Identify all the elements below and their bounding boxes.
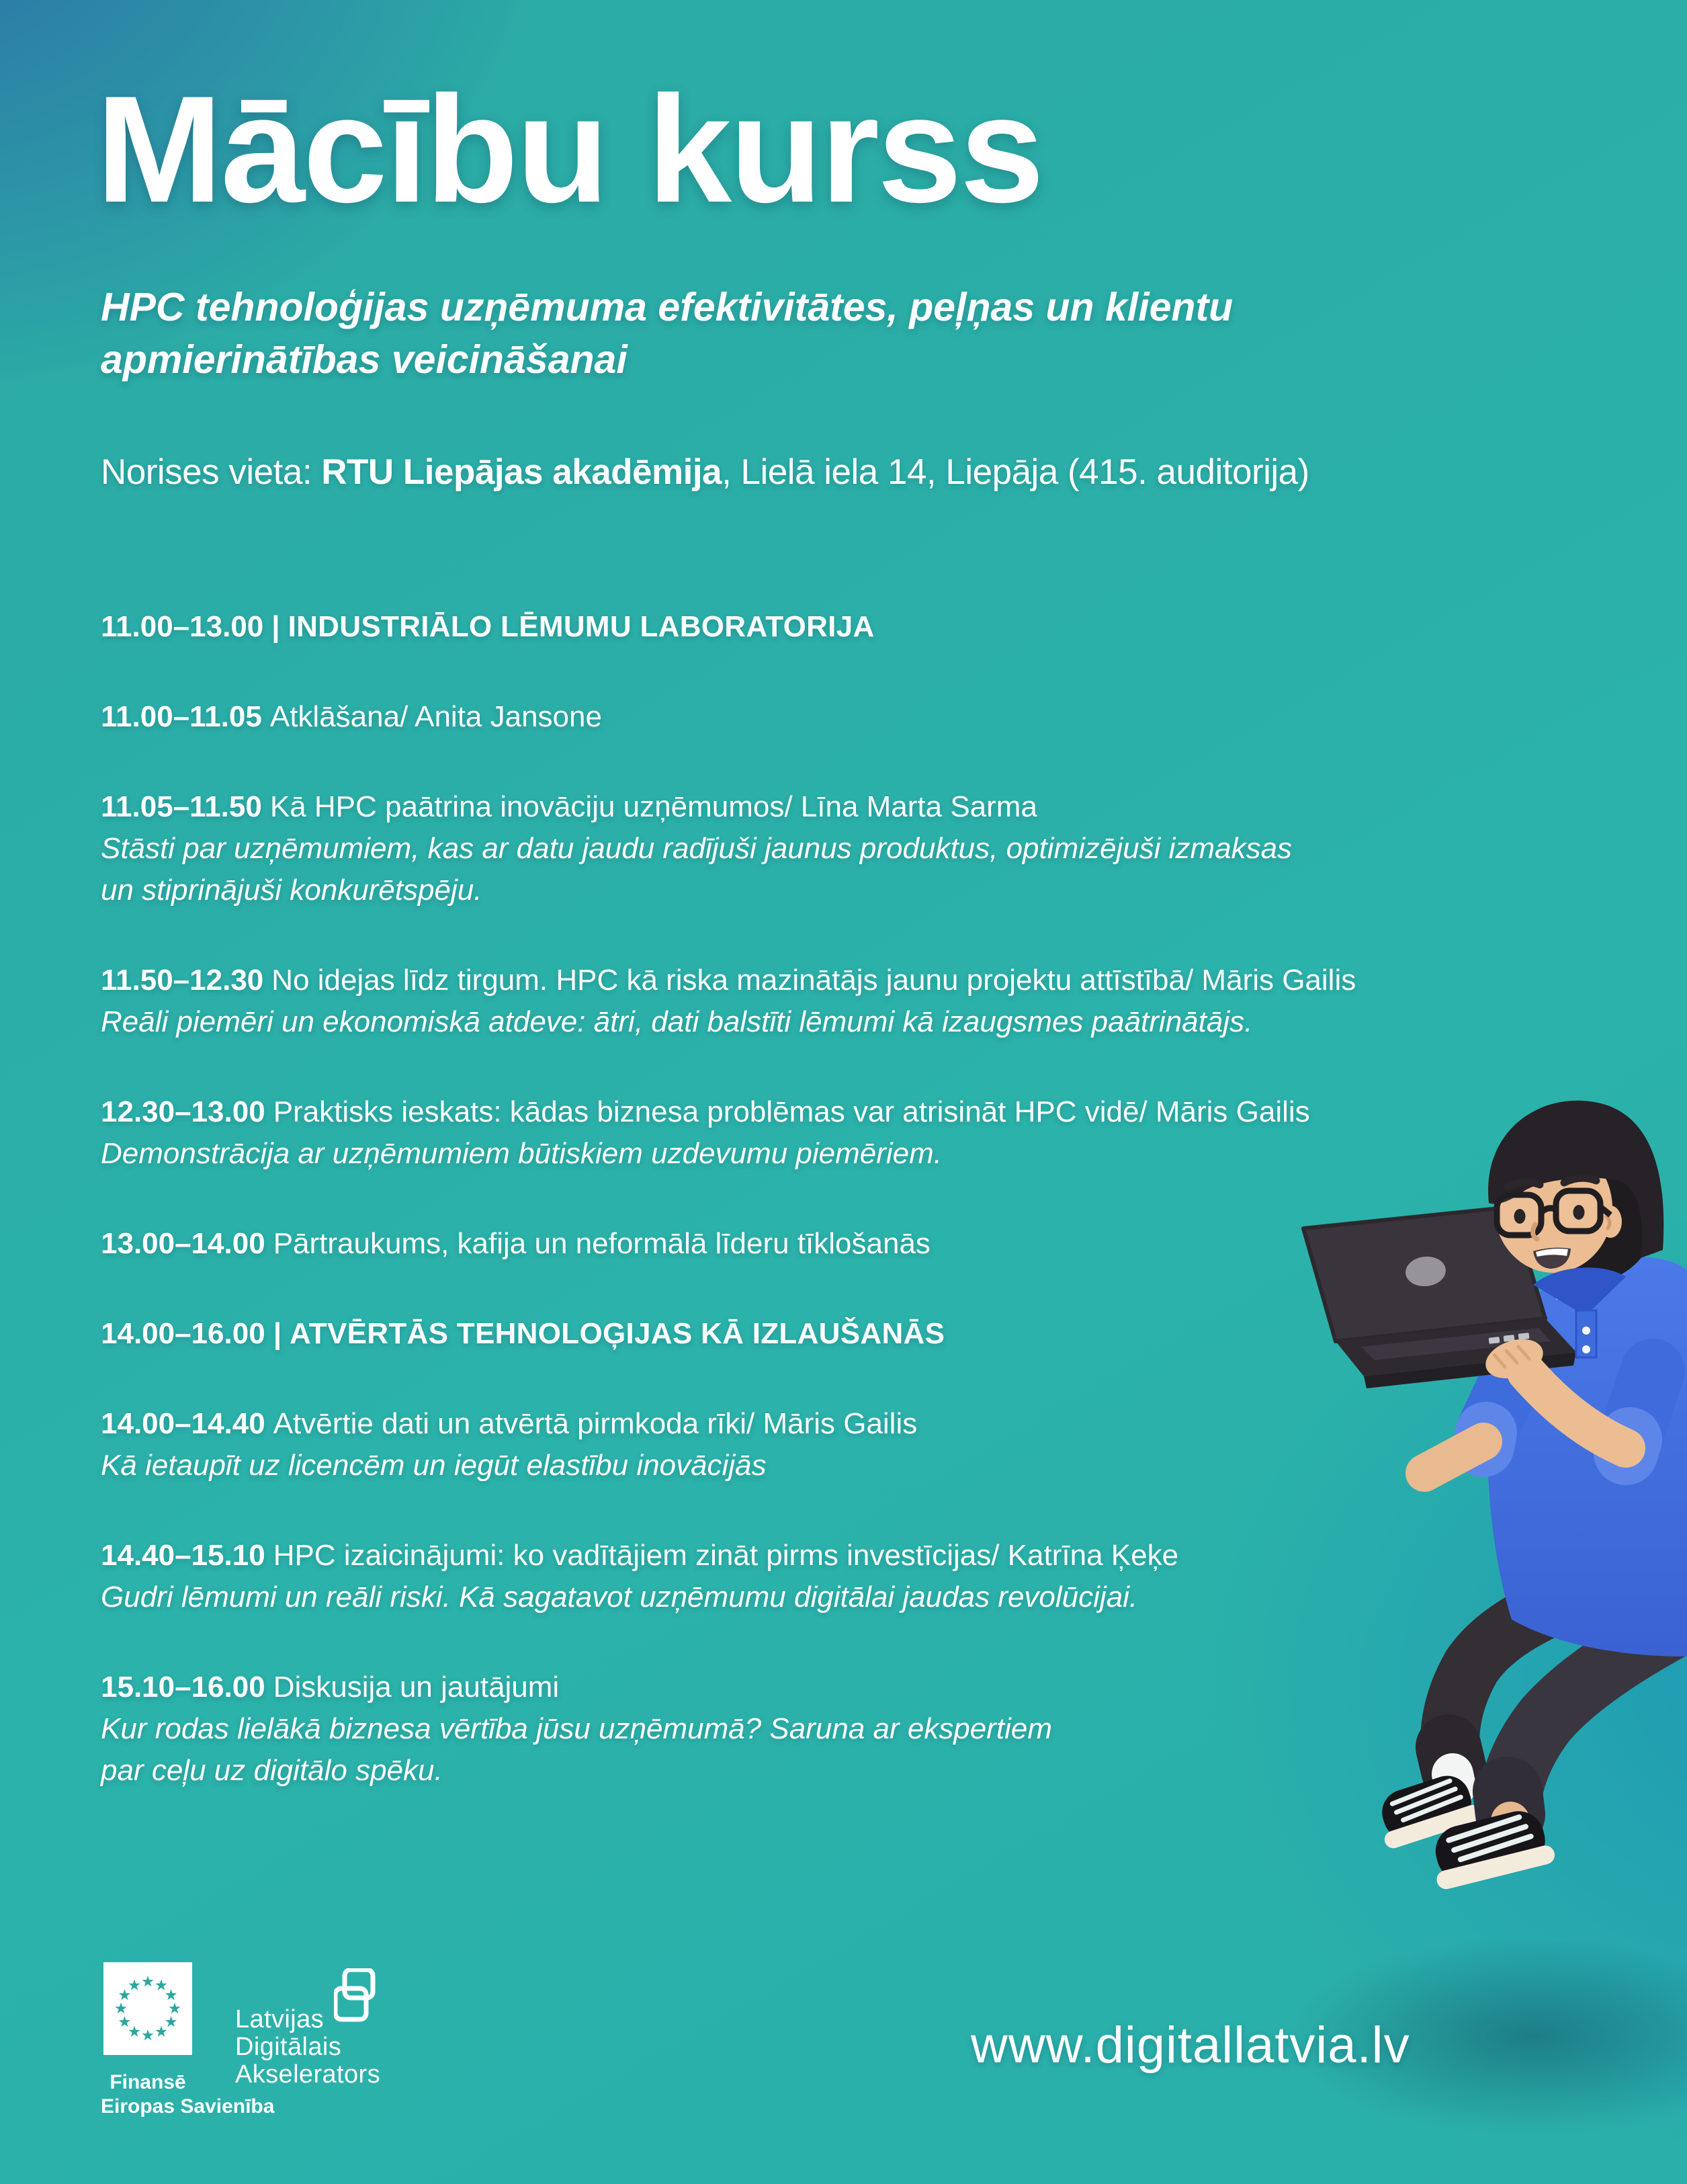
schedule-time: 15.10–16.00 — [101, 1671, 265, 1704]
schedule-note-line: par ceļu uz digitālo spēku. — [101, 1754, 443, 1787]
schedule-notes — [101, 828, 1676, 911]
eu-flag-icon — [103, 1962, 192, 2055]
schedule-title: Atklāšana/ Anita Jansone — [269, 700, 602, 733]
eye-left — [1514, 1209, 1526, 1224]
overlapping-frames-icon — [334, 1968, 376, 2033]
schedule-time: 11.00–13.00 — [101, 610, 264, 643]
schedule-time: 11.00–11.05 — [101, 700, 262, 733]
lda-line-2: Digitālais — [235, 2033, 342, 2061]
schedule-separator: | — [273, 1317, 282, 1350]
schedule-separator: | — [271, 610, 280, 643]
page-title: Mācību kurss — [96, 64, 1043, 234]
schedule-title: HPC izaicinājumi: ko vadītājiem zināt pirms investīcijas/ Katrīna Ķeķe — [273, 1539, 1179, 1572]
schedule-note-line: Reāli piemēri un ekonomiskā atdeve: ātri, dati balstīti lēmumi kā izaugsmes paātrinātājs. — [101, 1005, 1253, 1038]
schedule-title: Kā HPC paātrina inovāciju uzņēmumos/ Līna Marta Sarma — [269, 790, 1037, 823]
schedule-time: 14.00–14.40 — [101, 1407, 265, 1440]
schedule-entry — [101, 786, 1676, 911]
schedule-time: 11.50–12.30 — [101, 964, 264, 997]
schedule-note-line: un stiprinājuši konkurētspēju. — [101, 874, 482, 907]
eu-funding-line-2: Eiropas Savienība — [101, 2095, 275, 2117]
left-arm — [1424, 1364, 1518, 1473]
schedule-time: 11.05–11.50 — [101, 790, 262, 823]
lda-line-1: Latvijas — [235, 2005, 325, 2033]
schedule-entry-line — [101, 696, 1676, 738]
subtitle-line-1: HPC tehnoloģijas uzņēmuma efektivitātes, peļņas un klientu — [101, 285, 1234, 329]
schedule-entry-line — [101, 786, 1676, 828]
eu-funding-text — [101, 2070, 275, 2119]
schedule-title: Atvērtie dati un atvērtā pirmkoda rīki/ Māris Gailis — [273, 1407, 918, 1440]
schedule-note-line: Stāsti par uzņēmumiem, kas ar datu jaudu radījuši jaunus produktus, optimizējuši izmaksas — [101, 832, 1293, 865]
schedule-title: ATVĒRTĀS TEHNOLOĢIJAS KĀ IZLAUŠANĀS — [290, 1317, 945, 1350]
venue-label: Norises vieta: — [101, 452, 322, 492]
schedule-time: 13.00–14.00 — [101, 1227, 265, 1260]
venue-address: , Lielā iela 14, Liepāja (415. auditorija) — [722, 452, 1309, 492]
schedule-notes — [101, 1001, 1676, 1043]
schedule-note-line: Kur rodas lielākā biznesa vērtība jūsu uzņēmumā? Saruna ar ekspertiem — [101, 1712, 1053, 1745]
eu-funding-line-1: Finansē — [110, 2071, 186, 2093]
schedule-note-line: Demonstrācija ar uzņēmumiem būtiskiem uzdevumu piemēriem. — [101, 1137, 943, 1170]
eu-funding-block — [101, 1962, 275, 2119]
schedule-entry — [101, 606, 1676, 648]
schedule-note-line: Kā ietaupīt uz licencēm un iegūt elastību inovācijās — [101, 1449, 767, 1482]
schedule-entry — [101, 696, 1676, 738]
venue-line — [101, 452, 1309, 493]
schedule-title: Pārtraukums, kafija un neformālā līderu tīklošanās — [273, 1227, 931, 1260]
schedule-entry-line — [101, 606, 1676, 648]
subtitle-line-2: apmierinātības veicināšanai — [101, 337, 628, 382]
lda-line-3: Akselerators — [235, 2060, 380, 2089]
venue-name: RTU Liepājas akadēmija — [321, 452, 722, 492]
subtitle — [101, 281, 1233, 386]
schedule-title: Praktisks ieskats: kādas biznesa problēmas var atrisināt HPC vidē/ Māris Gailis — [273, 1095, 1310, 1128]
schedule-title: INDUSTRIĀLO LĒMUMU LABORATORIJA — [288, 610, 875, 643]
schedule-time: 14.00–16.00 — [101, 1317, 265, 1350]
schedule-time: 12.30–13.00 — [101, 1095, 265, 1128]
schedule-time: 14.40–15.10 — [101, 1539, 265, 1572]
person-with-laptop-illustration — [1223, 1048, 1687, 1989]
schedule-entry-line — [101, 960, 1676, 1001]
website-url: www.digitallatvia.lv — [971, 2017, 1410, 2074]
schedule-title: Diskusija un jautājumi — [273, 1671, 560, 1704]
eye-right — [1573, 1205, 1585, 1220]
lda-logo — [235, 2006, 380, 2089]
schedule-note-line: Gudri lēmumi un reāli riski. Kā sagatavot uzņēmumu digitālai jaudas revolūcijai. — [101, 1581, 1138, 1613]
schedule-title: No idejas līdz tirgum. HPC kā riska mazinātājs jaunu projektu attīstībā/ Māris Gailis — [271, 964, 1356, 997]
schedule-entry — [101, 960, 1676, 1043]
